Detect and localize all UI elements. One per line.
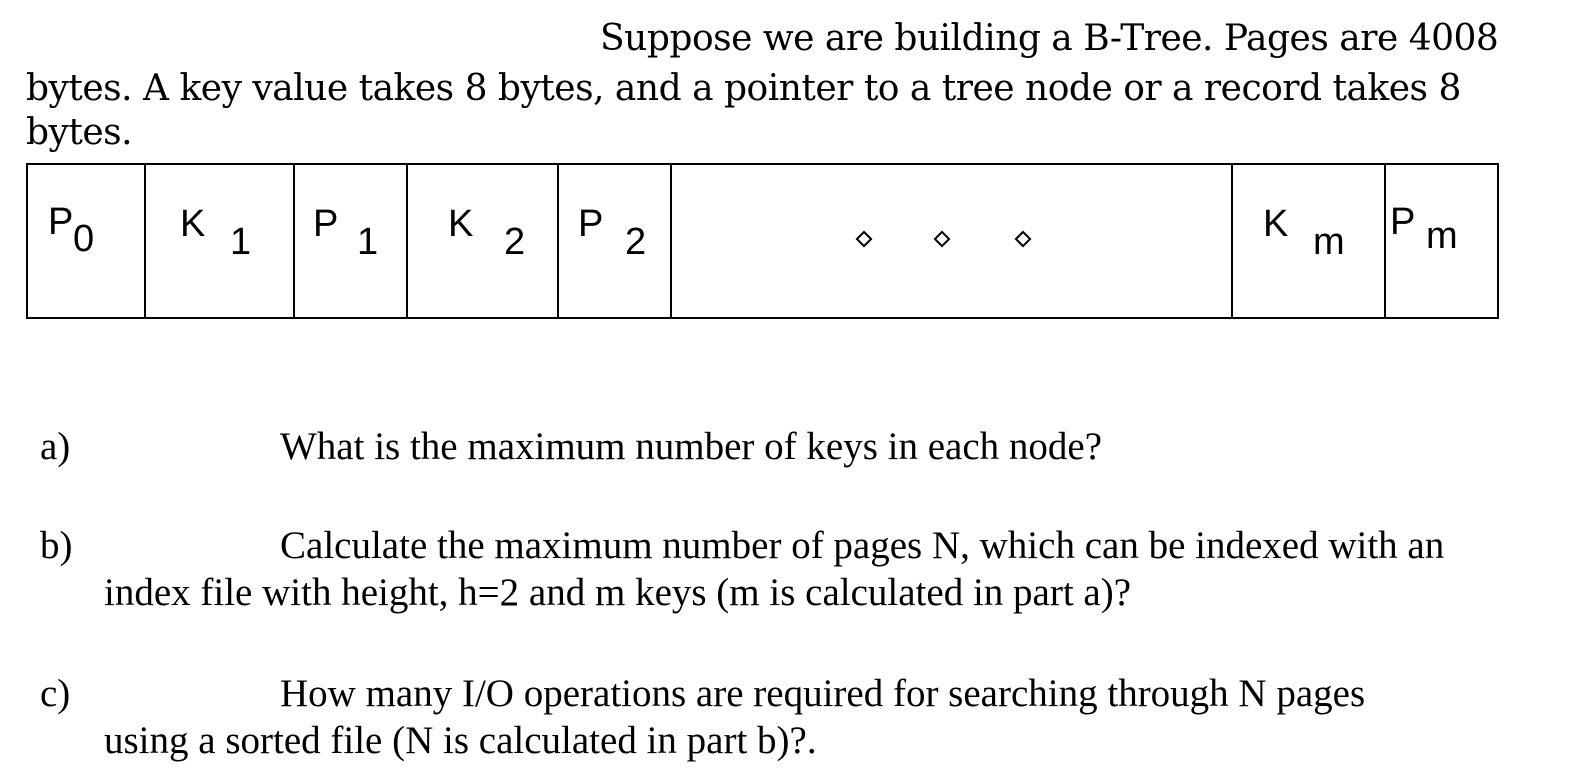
pointer-symbol: P bbox=[578, 203, 604, 245]
ellipsis-diamond-icon bbox=[934, 231, 951, 248]
pointer-symbol: P bbox=[1390, 201, 1416, 243]
node-cell-p1 bbox=[293, 165, 407, 317]
pointer-subscript: m bbox=[1426, 215, 1458, 257]
question-label: a) bbox=[40, 425, 71, 468]
intro-paragraph bbox=[26, 14, 1526, 158]
node-cell-km bbox=[1231, 165, 1385, 317]
ellipsis-diamond-icon bbox=[1015, 231, 1032, 248]
key-symbol: K bbox=[448, 203, 474, 245]
pointer-symbol: P bbox=[48, 201, 74, 243]
question-text-line-1: How many I/O operations are required for searching through N pages bbox=[280, 672, 1366, 715]
question-text-line-2: using a sorted file (N is calculated in part b)?. bbox=[104, 719, 817, 762]
question-text-line-2: index file with height, h=2 and m keys (m is calculated in part a)? bbox=[104, 571, 1132, 614]
question-label: c) bbox=[40, 672, 71, 715]
key-symbol: K bbox=[180, 203, 206, 245]
node-cell-k2 bbox=[406, 165, 558, 317]
question-b bbox=[40, 522, 1570, 618]
intro-line-3: bytes. bbox=[26, 112, 133, 153]
node-cell-ellipsis bbox=[670, 165, 1232, 317]
node-cell-p2 bbox=[557, 165, 671, 317]
question-text-line-1: What is the maximum number of keys in each node? bbox=[280, 425, 1103, 468]
question-label: b) bbox=[40, 524, 73, 567]
intro-line-2: bytes. A key value takes 8 bytes, and a pointer to a tree node or a record takes 8 bbox=[26, 68, 1461, 109]
node-cell-pm bbox=[1384, 165, 1498, 317]
pointer-subscript: 2 bbox=[625, 221, 647, 263]
question-a bbox=[40, 423, 1560, 473]
intro-line-1: Suppose we are building a B-Tree. Pages are 4008 bbox=[600, 18, 1499, 59]
key-subscript: m bbox=[1313, 221, 1345, 263]
key-subscript: 2 bbox=[504, 221, 526, 263]
node-cell-k1 bbox=[144, 165, 294, 317]
btree-node-diagram bbox=[26, 163, 1499, 319]
question-c bbox=[40, 670, 1560, 766]
pointer-subscript: 1 bbox=[357, 221, 379, 263]
question-text-line-1: Calculate the maximum number of pages N, which can be indexed with an bbox=[280, 524, 1445, 567]
key-subscript: 1 bbox=[230, 221, 252, 263]
key-symbol: K bbox=[1263, 203, 1289, 245]
node-cell-p0 bbox=[28, 165, 146, 317]
pointer-symbol: P bbox=[313, 203, 339, 245]
pointer-subscript: 0 bbox=[73, 218, 95, 260]
ellipsis-diamond-icon bbox=[856, 231, 873, 248]
